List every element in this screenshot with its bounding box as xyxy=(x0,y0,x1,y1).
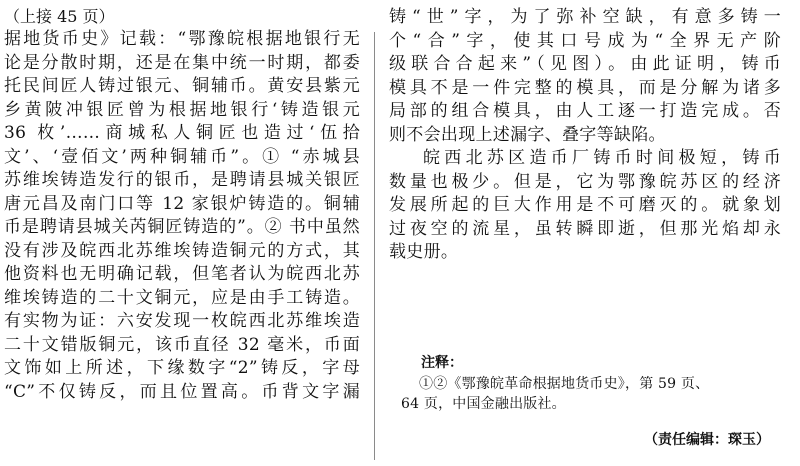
text-line: 过夜空的流星，虽转瞬即逝，但那光焰却永 xyxy=(389,218,781,239)
text-line: “C”不仅铸反，而且位置高。币背文字漏 xyxy=(4,381,360,402)
text-line: 载史册。 xyxy=(389,242,459,262)
text-line: 没有涉及皖西北苏维埃铸造铜元的方式，其 xyxy=(4,240,360,261)
text-line: 发展所起的巨大作用是不可磨灭的。就象划 xyxy=(389,195,781,215)
text-line: 模具不是一件完整的模具，而是分解为诸多 xyxy=(389,77,781,98)
text-line: 则不会出现上述漏字、叠字等缺陷。 xyxy=(389,124,666,145)
text-line: 级联合合起来”（见图）。由此证明，铸币 xyxy=(389,54,781,74)
text-line: 币是聘请县城关芮铜匠铸造的”。② 书中虽然 xyxy=(4,217,360,237)
column-divider xyxy=(374,32,375,460)
text-line: 二十文错版铜元，该币直径 32 毫米，币面 xyxy=(4,334,360,355)
text-line: 铸“世”字，为了弥补空缺，有意多铸一 xyxy=(389,7,781,27)
text-line: 论是分散时期，还是在集中统一时期，都委 xyxy=(4,52,360,73)
text-line: 文饰如上所述，下缘数字“2”铸反，字母 xyxy=(4,358,360,378)
text-line: 唐元昌及南门口等 12 家银炉铸造的。铜辅 xyxy=(4,193,360,214)
text-line: 托民间匠人铸过银元、铜辅币。黄安县紫元 xyxy=(4,76,360,96)
notes-section xyxy=(401,353,781,414)
text-line: 数量也极少。但是，它为鄂豫皖苏区的经济 xyxy=(389,171,781,192)
text-line: 苏维埃铸造发行的银币，是聘请县城关银匠 xyxy=(4,170,360,190)
text-line: 乡黄陂冲银匠曾为根据地银行‘铸造银元 xyxy=(4,99,360,120)
editor-credit: （责任编辑：琛玉） xyxy=(644,432,770,448)
right-column xyxy=(389,6,781,265)
text-line: 维埃铸造的二十文铜元，应是由手工铸造。 xyxy=(4,287,360,308)
text-line: 皖西北苏区造币厂铸币时间极短，铸币 xyxy=(423,148,781,168)
notes-title: 注释： xyxy=(421,355,463,371)
note-line: 64 页，中国金融出版社。 xyxy=(401,396,566,412)
continued-from-label: （上接 45 页） xyxy=(4,7,115,26)
text-line: 个“合”字，使其口号成为“全界无产阶 xyxy=(389,30,781,51)
text-line: 据地货币史》记载：“鄂豫皖根据地银行无 xyxy=(4,29,360,49)
text-line: 文’、‘壹佰文’两种铜辅币”。① “赤城县 xyxy=(4,146,360,167)
text-line: 他资料也无明确记载，但笔者认为皖西北苏 xyxy=(4,264,360,284)
note-line: ①②《鄂豫皖革命根据地货币史》，第 59 页、 xyxy=(419,376,710,392)
text-line: 36 枚’……商城私人铜匠也造过‘伍拾 xyxy=(4,123,360,143)
text-line: 有实物为证：六安发现一枚皖西北苏维埃造 xyxy=(4,311,360,331)
left-column xyxy=(4,6,360,404)
text-line: 局部的组合模具，由人工逐一打造完成。否 xyxy=(389,101,781,121)
